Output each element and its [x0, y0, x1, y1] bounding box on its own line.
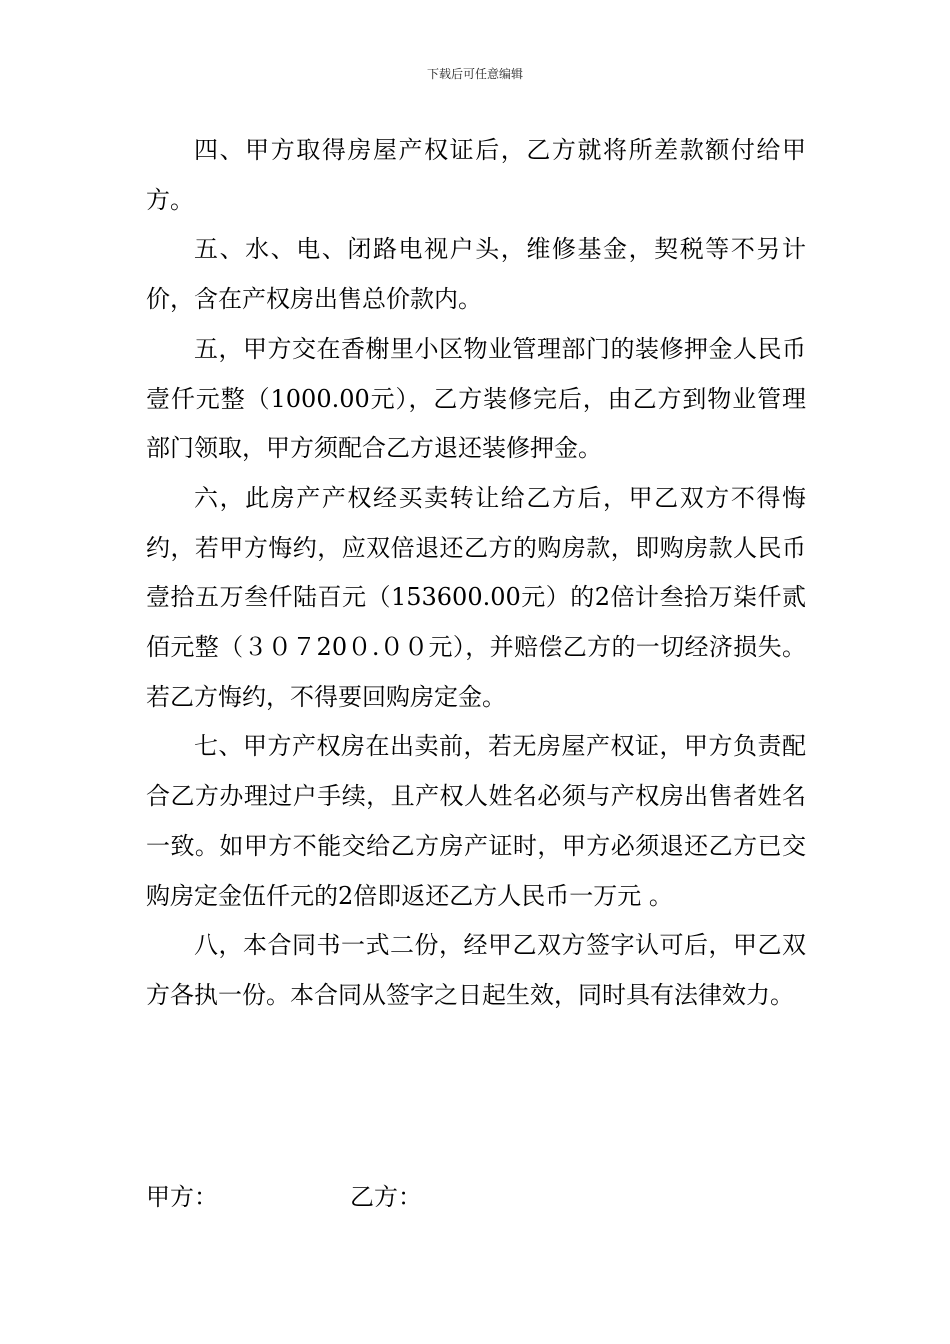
party-a-signature-label: 甲方： — [146, 1183, 218, 1211]
header-note: 下载后可任意编辑 — [426, 67, 523, 81]
party-b-signature-label: 乙方： — [350, 1183, 422, 1211]
clause-6-paragraph: 六，此房产产权经买卖转让给乙方后，甲乙双方不得悔约，若甲方悔约，应双倍退还乙方的购房款，即购房款人民币壹拾五万叁仟陆百元（153600.00元）的2倍计叁拾万柒仟贰佰元整（３０７20０.００元），并赔偿乙方的一切经济损失。若乙方悔约，不得要回购房定金。 — [146, 483, 806, 711]
clause-8-paragraph: 八，本合同书一式二份，经甲乙双方签字认可后，甲乙双方各执一份。本合同从签字之日起生效，同时具有法律效力。 — [146, 931, 806, 1009]
clause-4-paragraph: 四、甲方取得房屋产权证后，乙方就将所差款额付给甲方。 — [146, 136, 806, 214]
contract-body — [146, 126, 806, 1021]
clause-5-deposit-paragraph: 五，甲方交在香榭里小区物业管理部门的装修押金人民币壹仟元整（1000.00元），乙方装修完后，由乙方到物业管理部门领取，甲方须配合乙方退还装修押金。 — [146, 334, 806, 463]
clause-5-utilities-paragraph: 五、水、电、闭路电视户头，维修基金，契税等不另计价，含在产权房出售总价款内。 — [146, 235, 806, 314]
clause-7-paragraph: 七、甲方产权房在出卖前，若无房屋产权证，甲方负责配合乙方办理过户手续，且产权人姓名必须与产权房出售者姓名一致。如甲方不能交给乙方房产证时，甲方必须退还乙方已交购房定金伍仟元的2倍即返还乙方人民币一万元 。 — [146, 732, 806, 910]
signature-row — [146, 1172, 806, 1222]
